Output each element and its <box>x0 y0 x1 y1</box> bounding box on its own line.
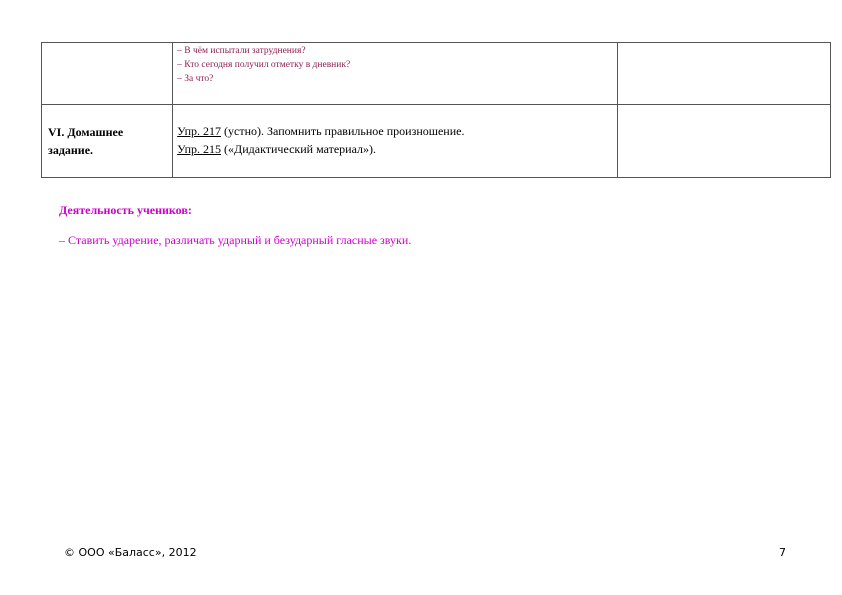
reflection-questions <box>173 43 617 86</box>
page-number: 7 <box>779 546 786 559</box>
homework-description: (устно). Запомнить правильное произношение. <box>221 124 465 138</box>
table-row <box>42 105 831 178</box>
content-cell <box>173 105 618 178</box>
question-item: – За что? <box>177 74 214 84</box>
table-row <box>42 43 831 105</box>
exercise-link[interactable]: Упр. 217 <box>177 124 222 138</box>
question-item: – Кто сегодня получил отметку в дневник? <box>177 60 351 70</box>
question-item: – В чём испытали затруднения? <box>177 46 306 56</box>
homework-text <box>173 105 617 158</box>
notes-cell <box>617 43 830 105</box>
homework-line <box>177 122 613 140</box>
homework-line <box>177 140 613 158</box>
content-cell <box>173 43 618 105</box>
stage-cell <box>42 105 173 178</box>
notes-cell <box>617 105 830 178</box>
section-title: VI. Домашнее задание. <box>48 125 124 157</box>
stage-cell <box>42 43 173 105</box>
homework-description: («Дидактический материал»). <box>221 142 376 156</box>
activity-item: – Ставить ударение, различать ударный и безударный гласные звуки. <box>59 233 412 247</box>
lesson-plan-table <box>41 42 831 178</box>
copyright-footer: © ООО «Баласс», 2012 <box>64 546 197 559</box>
activity-title: Деятельность учеников: <box>59 203 192 217</box>
exercise-link[interactable]: Упр. 215 <box>177 142 222 156</box>
student-activity <box>59 202 411 248</box>
